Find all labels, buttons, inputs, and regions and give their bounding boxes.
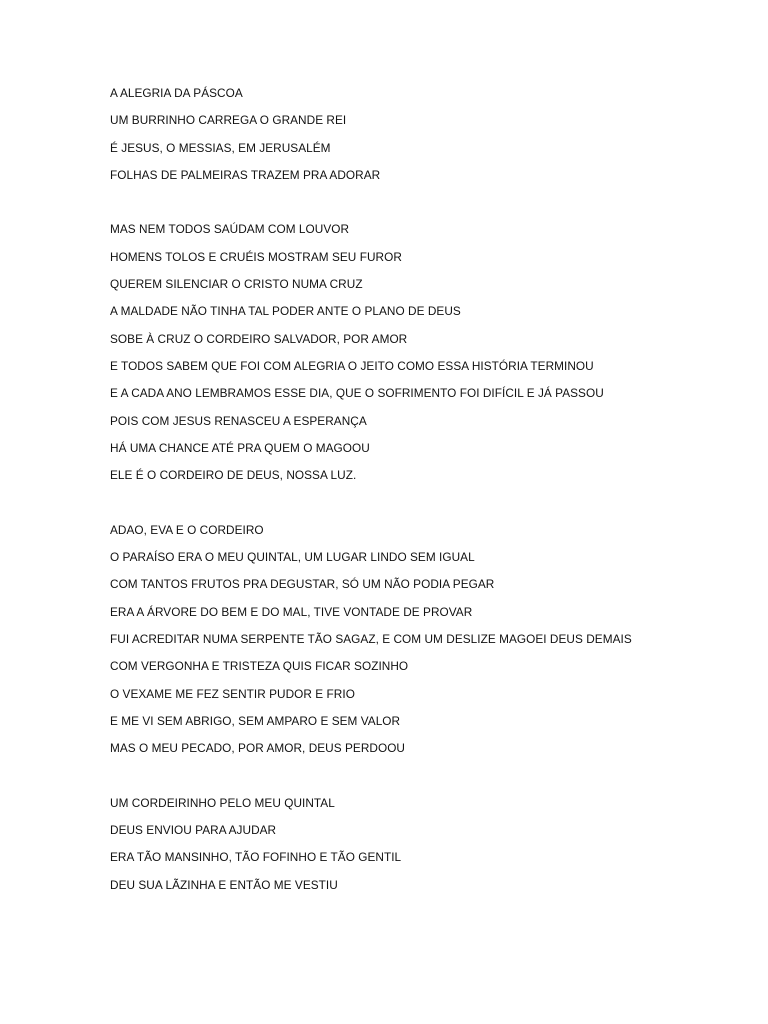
- poem-title: ADAO, EVA E O CORDEIRO: [110, 522, 264, 537]
- poem-line: SOBE À CRUZ O CORDEIRO SALVADOR, POR AMOR: [110, 331, 408, 346]
- stanza-gap: [110, 194, 750, 221]
- stanza-3: [110, 522, 750, 768]
- poem-line: HOMENS TOLOS E CRUÉIS MOSTRAM SEU FUROR: [110, 249, 402, 264]
- poem-line: COM VERGONHA E TRISTEZA QUIS FICAR SOZINHO: [110, 659, 409, 674]
- poem-title: A ALEGRIA DA PÁSCOA: [110, 86, 243, 100]
- poem-line: DEUS ENVIOU PARA AJUDAR: [110, 823, 277, 838]
- poem-line: ERA TÃO MANSINHO, TÃO FOFINHO E TÃO GENTIL: [110, 850, 402, 865]
- poem-line: É JESUS, O MESSIAS, EM JERUSALÉM: [110, 140, 331, 155]
- stanza-gap: [110, 767, 750, 794]
- poem-line: O PARAÍSO ERA O MEU QUINTAL, UM LUGAR LINDO SEM IGUAL: [110, 550, 475, 565]
- poem-line: FOLHAS DE PALMEIRAS TRAZEM PRA ADORAR: [110, 167, 381, 182]
- poem-text: [110, 85, 750, 904]
- poem-line: POIS COM JESUS RENASCEU A ESPERANÇA: [110, 413, 367, 428]
- poem-line: QUEREM SILENCIAR O CRISTO NUMA CRUZ: [110, 277, 363, 292]
- poem-line: MAS O MEU PECADO, POR AMOR, DEUS PERDOOU: [110, 741, 405, 756]
- poem-line: E ME VI SEM ABRIGO, SEM AMPARO E SEM VALOR: [110, 713, 401, 728]
- stanza-1: [110, 85, 750, 194]
- poem-line: HÁ UMA CHANCE ATÉ PRA QUEM O MAGOOU: [110, 440, 370, 455]
- stanza-2: [110, 221, 750, 494]
- poem-line: A MALDADE NÃO TINHA TAL PODER ANTE O PLANO DE DEUS: [110, 304, 461, 319]
- poem-line: ELE É O CORDEIRO DE DEUS, NOSSA LUZ.: [110, 468, 357, 483]
- poem-line: E A CADA ANO LEMBRAMOS ESSE DIA, QUE O SOFRIMENTO FOI DIFÍCIL E JÁ PASSOU: [110, 386, 604, 401]
- poem-line: FUI ACREDITAR NUMA SERPENTE TÃO SAGAZ, E COM UM DESLIZE MAGOEI DEUS DEMAIS: [110, 631, 632, 646]
- stanza-gap: [110, 494, 750, 521]
- poem-line: COM TANTOS FRUTOS PRA DEGUSTAR, SÓ UM NÃO PODIA PEGAR: [110, 577, 495, 592]
- stanza-4: [110, 795, 750, 904]
- poem-line: O VEXAME ME FEZ SENTIR PUDOR E FRIO: [110, 686, 355, 701]
- poem-line: UM BURRINHO CARREGA O GRANDE REI: [110, 113, 347, 128]
- poem-line: UM CORDEIRINHO PELO MEU QUINTAL: [110, 795, 335, 810]
- poem-line: MAS NEM TODOS SAÚDAM COM LOUVOR: [110, 222, 350, 237]
- poem-line: E TODOS SABEM QUE FOI COM ALEGRIA O JEITO COMO ESSA HISTÓRIA TERMINOU: [110, 358, 594, 373]
- poem-line: ERA A ÁRVORE DO BEM E DO MAL, TIVE VONTADE DE PROVAR: [110, 604, 473, 619]
- poem-line: DEU SUA LÃZINHA E ENTÃO ME VESTIU: [110, 877, 338, 892]
